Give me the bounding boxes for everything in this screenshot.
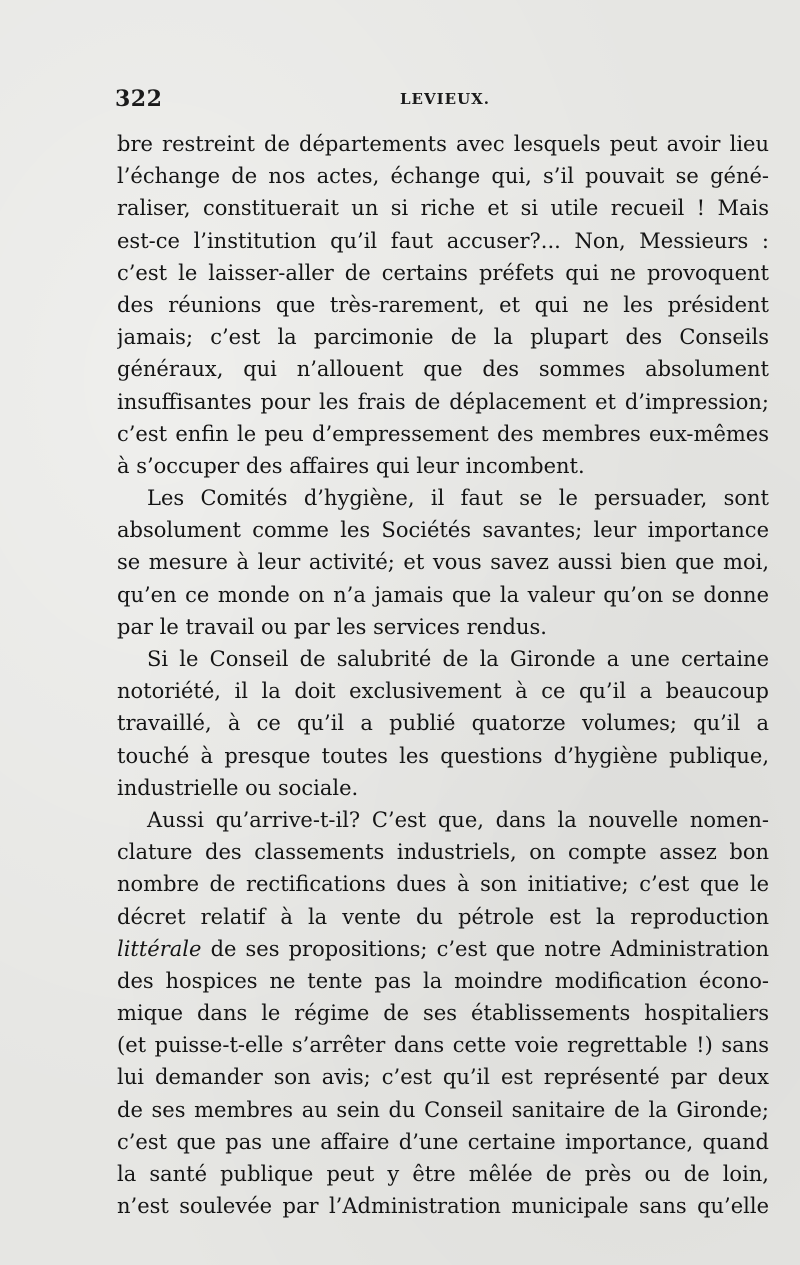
text-line-paragraph-start: Aussi qu’arrive-t-il? C’est que, dans la nouvelle nomen-	[147, 807, 769, 832]
text-line: (et puisse-t-elle s’arrêter dans cette voie regrettable !) sans	[117, 1033, 769, 1058]
text-line: décret relatif à la vente du pétrole est la reproduction	[117, 904, 769, 929]
text-line: c’est que pas une affaire d’une certaine importance, quand	[117, 1129, 769, 1154]
text-line: bre restreint de départements avec lesquels peut avoir lieu	[117, 132, 769, 156]
text-line-with-italic	[117, 933, 769, 965]
body-text	[117, 128, 769, 1222]
text-line: la santé publique peut y être mêlée de près ou de loin,	[117, 1162, 769, 1186]
text-line: qu’en ce monde on n’a jamais que la valeur qu’on se donne	[117, 582, 769, 607]
italic-word: littérale	[117, 936, 202, 961]
text-line: se mesure à leur activité; et vous savez aussi bien que moi,	[117, 550, 769, 575]
text-line: c’est le laisser-aller de certains préfets qui ne provoquent	[117, 260, 769, 285]
text-line: c’est enfin le peu d’empressement des membres eux-mêmes	[117, 421, 769, 446]
text-line-paragraph-start: Si le Conseil de salubrité de la Gironde a une certaine	[147, 647, 769, 671]
text-line: raliser, constituerait un si riche et si utile recueil ! Mais	[117, 196, 769, 221]
page-number: 322	[115, 86, 163, 112]
text-line: absolument comme les Sociétés savantes; leur importance	[117, 518, 769, 543]
text-line: notoriété, il la doit exclusivement à ce qu’il a beaucoup	[117, 679, 769, 704]
text-line: nombre de rectifications dues à son initiative; c’est que le	[117, 872, 769, 897]
text-line: des réunions que très-rarement, et qui ne les président	[117, 292, 769, 317]
text-line: lui demander son avis; c’est qu’il est représenté par deux	[117, 1065, 769, 1090]
text-line-paragraph-start: Les Comités d’hygiène, il faut se le persuader, sont	[147, 486, 769, 511]
text-line: de ses membres au sein du Conseil sanitaire de la Gironde;	[117, 1097, 769, 1122]
text-line: clature des classements industriels, on compte assez bon	[117, 840, 769, 865]
text-line: touché à presque toutes les questions d’hygiène publique,	[117, 743, 769, 768]
text-line: insuffisantes pour les frais de déplacement et d’impression;	[117, 389, 769, 414]
running-title: LEVIEUX.	[400, 90, 491, 108]
text-line: des hospices ne tente pas la moindre modification écono-	[117, 968, 769, 993]
text-line-rest: de ses propositions; c’est que notre Administration	[210, 936, 769, 961]
text-line: généraux, qui n’allouent que des sommes absolument	[117, 357, 769, 382]
text-line-paragraph-end: industrielle ou sociale.	[117, 775, 359, 800]
running-head	[115, 86, 775, 116]
text-line: mique dans le régime de ses établissements hospitaliers	[117, 1001, 769, 1026]
text-line: n’est soulevée par l’Administration municipale sans qu’elle	[117, 1194, 769, 1219]
text-line: l’échange de nos actes, échange qui, s’il pouvait se géné-	[117, 164, 769, 189]
text-line: travaillé, à ce qu’il a publié quatorze volumes; qu’il a	[117, 711, 769, 736]
text-line-paragraph-end: à s’occuper des affaires qui leur incombent.	[117, 453, 585, 478]
text-line-paragraph-end: par le travail ou par les services rendus.	[117, 614, 547, 639]
text-line: est-ce l’institution qu’il faut accuser?... Non, Messieurs :	[117, 228, 769, 253]
text-line: jamais; c’est la parcimonie de la plupart des Conseils	[117, 325, 769, 350]
